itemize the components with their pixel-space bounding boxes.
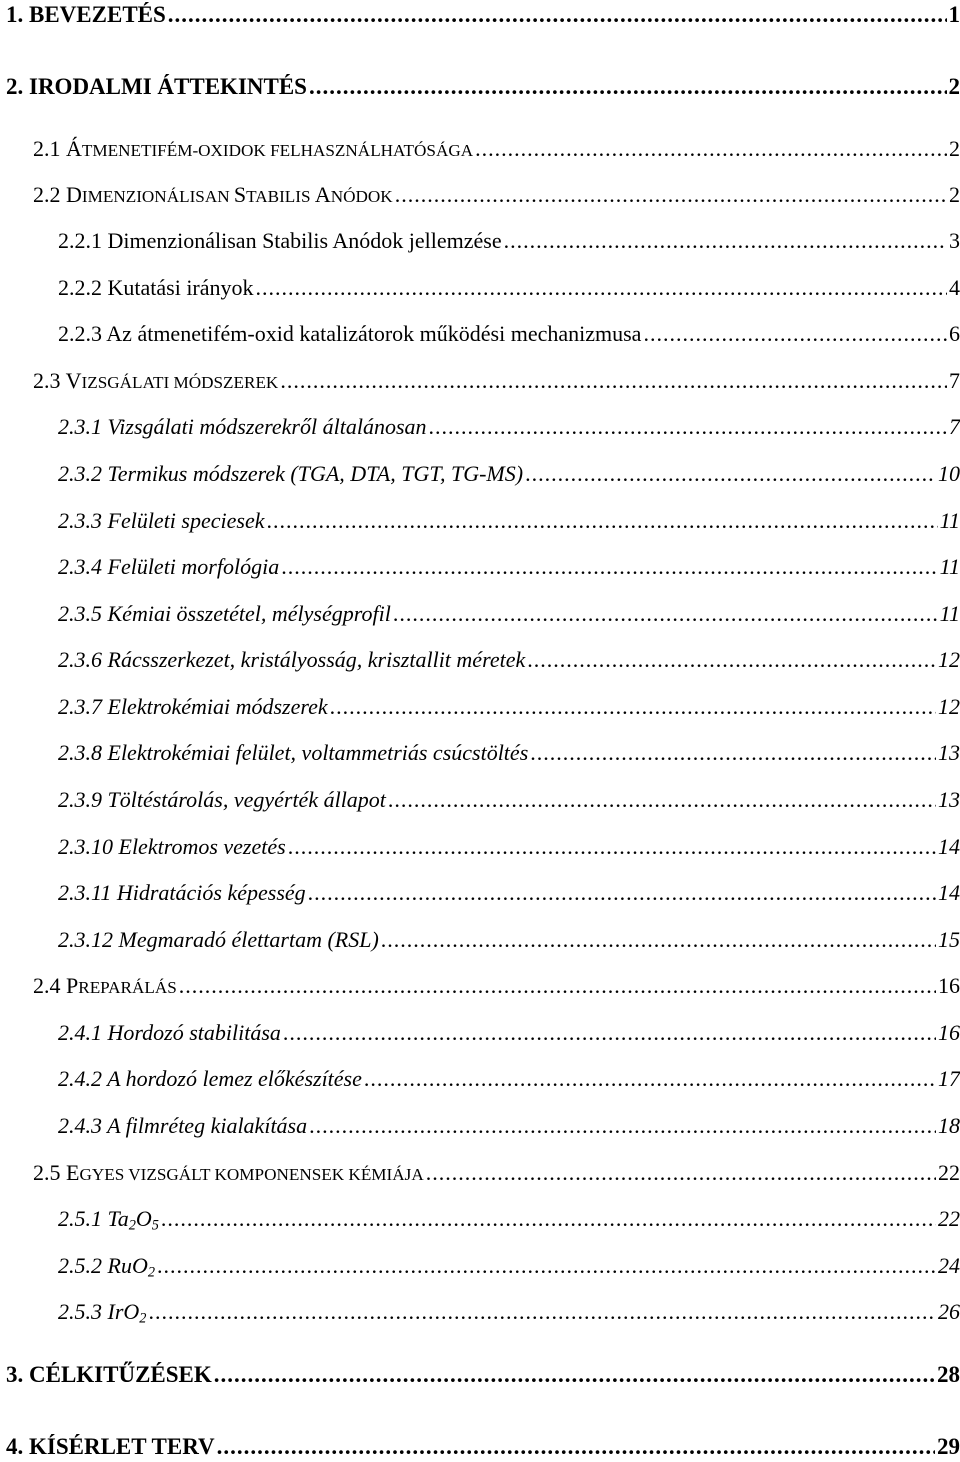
leader-dots xyxy=(393,601,938,627)
leader-dots xyxy=(148,1299,936,1325)
toc-page-number: 12 xyxy=(938,647,960,672)
leader-dots xyxy=(256,275,947,301)
toc-page-number: 24 xyxy=(938,1253,960,1278)
toc-page-number: 15 xyxy=(938,927,960,952)
leader-dots xyxy=(527,647,936,673)
leader-dots xyxy=(309,74,947,100)
toc-page-number: 7 xyxy=(949,414,960,439)
toc-entry-2-3-1[interactable] xyxy=(58,414,960,440)
toc-page-number: 28 xyxy=(937,1362,960,1387)
toc-label: 2.3.7 Elektrokémiai módszerek xyxy=(58,694,328,719)
toc-label: 2.2.3 Az átmenetifém-oxid katalizátorok működési mechanizmusa xyxy=(58,321,642,346)
toc-page-number: 12 xyxy=(938,694,960,719)
toc-page-number: 18 xyxy=(938,1113,960,1138)
toc-label: 2.5.1 $Ta_2O_5$ xyxy=(58,1206,159,1234)
toc-page-number: 22 xyxy=(938,1206,960,1231)
toc-label: 2.3.4 Felületi morfológia xyxy=(58,554,280,579)
toc-entry-2-2-2[interactable] xyxy=(58,275,960,301)
toc-entry-2[interactable] xyxy=(6,74,960,100)
toc-entry-3[interactable] xyxy=(6,1362,960,1388)
toc-page-number: 26 xyxy=(938,1299,960,1324)
toc-page-number: 13 xyxy=(938,787,960,812)
leader-dots xyxy=(530,740,936,766)
toc-page-number: 14 xyxy=(938,880,960,905)
leader-dots xyxy=(281,554,937,580)
toc-page-number: 6 xyxy=(949,321,960,346)
toc-entry-2-3-5[interactable] xyxy=(58,601,960,627)
toc-page-number: 14 xyxy=(938,834,960,859)
leader-dots xyxy=(504,228,947,254)
toc-label: 2.3.6 Rácsszerkezet, kristályosság, krisztallit méretek xyxy=(58,647,526,672)
toc-label: 2.3.12 Megmaradó élettartam (RSL) xyxy=(58,927,379,952)
toc-entry-2-2-1[interactable] xyxy=(58,228,960,254)
toc-label: 3. CÉLKITŰZÉSEK xyxy=(6,1362,212,1387)
toc-label: 2.5 EGYES VIZSGÁLT KOMPONENSEK KÉMIÁJA xyxy=(33,1160,424,1185)
toc-label: 1. BEVEZETÉS xyxy=(6,2,166,27)
toc-label: 2.3 VIZSGÁLATI MÓDSZEREK xyxy=(33,368,279,393)
toc-entry-4[interactable] xyxy=(6,1434,960,1460)
leader-dots xyxy=(214,1362,935,1388)
toc-entry-2-3-7[interactable] xyxy=(58,694,960,720)
leader-dots xyxy=(161,1206,936,1232)
leader-dots xyxy=(309,1113,936,1139)
toc-entry-2-4[interactable] xyxy=(33,973,960,1001)
toc-page-number: 3 xyxy=(949,228,960,253)
toc-entry-2-5-2[interactable] xyxy=(58,1253,960,1279)
toc-page-number: 29 xyxy=(937,1434,960,1459)
toc-entry-2-5-1[interactable] xyxy=(58,1206,960,1232)
toc-page-number: 1 xyxy=(948,2,960,27)
toc-entry-2-3-6[interactable] xyxy=(58,647,960,673)
toc-entry-2-1[interactable] xyxy=(33,136,960,164)
toc-page-number: 22 xyxy=(938,1160,960,1185)
toc-entry-2-4-3[interactable] xyxy=(58,1113,960,1139)
toc-entry-2-3-9[interactable] xyxy=(58,787,960,813)
toc-entry-2-4-2[interactable] xyxy=(58,1066,960,1092)
toc-label: 2.3.9 Töltéstárolás, vegyérték állapot xyxy=(58,787,386,812)
toc-label: 2.3.3 Felületi speciesek xyxy=(58,508,265,533)
leader-dots xyxy=(525,461,936,487)
toc-page-number: 2 xyxy=(948,74,960,99)
toc-page-number: 4 xyxy=(949,275,960,300)
toc-page-number: 2 xyxy=(949,182,960,207)
toc-page-number: 11 xyxy=(939,601,960,626)
toc-label: 2.2.2 Kutatási irányok xyxy=(58,275,254,300)
leader-dots xyxy=(168,2,947,28)
toc-label: 2.3.2 Termikus módszerek (TGA, DTA, TGT, TG-MS) xyxy=(58,461,524,486)
toc-label: 2.2.1 Dimenzionálisan Stabilis Anódok jellemzése xyxy=(58,228,502,253)
leader-dots xyxy=(308,880,936,906)
leader-dots xyxy=(157,1253,936,1279)
toc-label: 2.4.1 Hordozó stabilitása xyxy=(58,1020,281,1045)
toc-label: 2.3.10 Elektromos vezetés xyxy=(58,834,286,859)
toc-label: 2.3.11 Hidratációs képesség xyxy=(58,880,306,905)
toc-page-number: 11 xyxy=(939,554,960,579)
leader-dots xyxy=(364,1066,936,1092)
toc-label: 2.2 DIMENZIONÁLISAN STABILIS ANÓDOK xyxy=(33,182,393,207)
toc-entry-2-2-3[interactable] xyxy=(58,321,960,347)
leader-dots xyxy=(283,1020,936,1046)
toc-entry-2-5-3[interactable] xyxy=(58,1299,960,1325)
toc-label: 2.4.3 A filmréteg kialakítása xyxy=(58,1113,308,1138)
toc-label: 2.3.5 Kémiai összetétel, mélységprofil xyxy=(58,601,391,626)
leader-dots xyxy=(475,136,947,162)
toc-label: 2.5.3 IrO$_2$ xyxy=(58,1299,147,1327)
toc-label: 2.5.2 RuO$_2$ xyxy=(58,1253,155,1281)
leader-dots xyxy=(266,508,937,534)
toc-label: 2.4 PREPARÁLÁS xyxy=(33,973,177,998)
toc-entry-2-3-8[interactable] xyxy=(58,740,960,766)
toc-label: 2.3.8 Elektrokémiai felület, voltammetriás csúcstöltés xyxy=(58,740,529,765)
leader-dots xyxy=(395,182,947,208)
toc-page-number: 11 xyxy=(939,508,960,533)
toc-entry-2-3-3[interactable] xyxy=(58,508,960,534)
toc-page-number: 17 xyxy=(938,1066,960,1091)
toc-label: 4. KÍSÉRLET TERV xyxy=(6,1434,215,1459)
toc-entry-2-5[interactable] xyxy=(33,1160,960,1188)
toc-entry-2-3-4[interactable] xyxy=(58,554,960,580)
toc-label: 2.4.2 A hordozó lemez előkészítése xyxy=(58,1066,362,1091)
leader-dots xyxy=(643,321,947,347)
toc-entry-2-4-1[interactable] xyxy=(58,1020,960,1046)
leader-dots xyxy=(426,1160,936,1186)
toc-entry-2-3-2[interactable] xyxy=(58,461,960,487)
toc-label: 2.3.1 Vizsgálati módszerekről általánosan xyxy=(58,414,427,439)
leader-dots xyxy=(429,414,948,440)
toc-entry-2-3[interactable] xyxy=(33,368,960,396)
toc-entry-2-3-10[interactable] xyxy=(58,834,960,860)
toc-entry-2-2[interactable] xyxy=(33,182,960,210)
toc-page-number: 16 xyxy=(938,1020,960,1045)
leader-dots xyxy=(288,834,936,860)
toc-entry-2-3-12[interactable] xyxy=(58,927,960,953)
leader-dots xyxy=(381,927,936,953)
toc-label: 2. IRODALMI ÁTTEKINTÉS xyxy=(6,74,307,99)
leader-dots xyxy=(179,973,936,999)
toc-page-number: 16 xyxy=(938,973,960,998)
leader-dots xyxy=(330,694,936,720)
toc-entry-1[interactable] xyxy=(6,2,960,28)
toc-page-number: 10 xyxy=(938,461,960,486)
toc-page-number: 2 xyxy=(949,136,960,161)
leader-dots xyxy=(217,1434,935,1460)
leader-dots xyxy=(388,787,936,813)
toc-page-number: 13 xyxy=(938,740,960,765)
toc-label: 2.1 ÁTMENETIFÉM-OXIDOK FELHASZNÁLHATÓSÁGA xyxy=(33,136,474,161)
leader-dots xyxy=(280,368,947,394)
toc-page-number: 7 xyxy=(949,368,960,393)
toc-entry-2-3-11[interactable] xyxy=(58,880,960,906)
